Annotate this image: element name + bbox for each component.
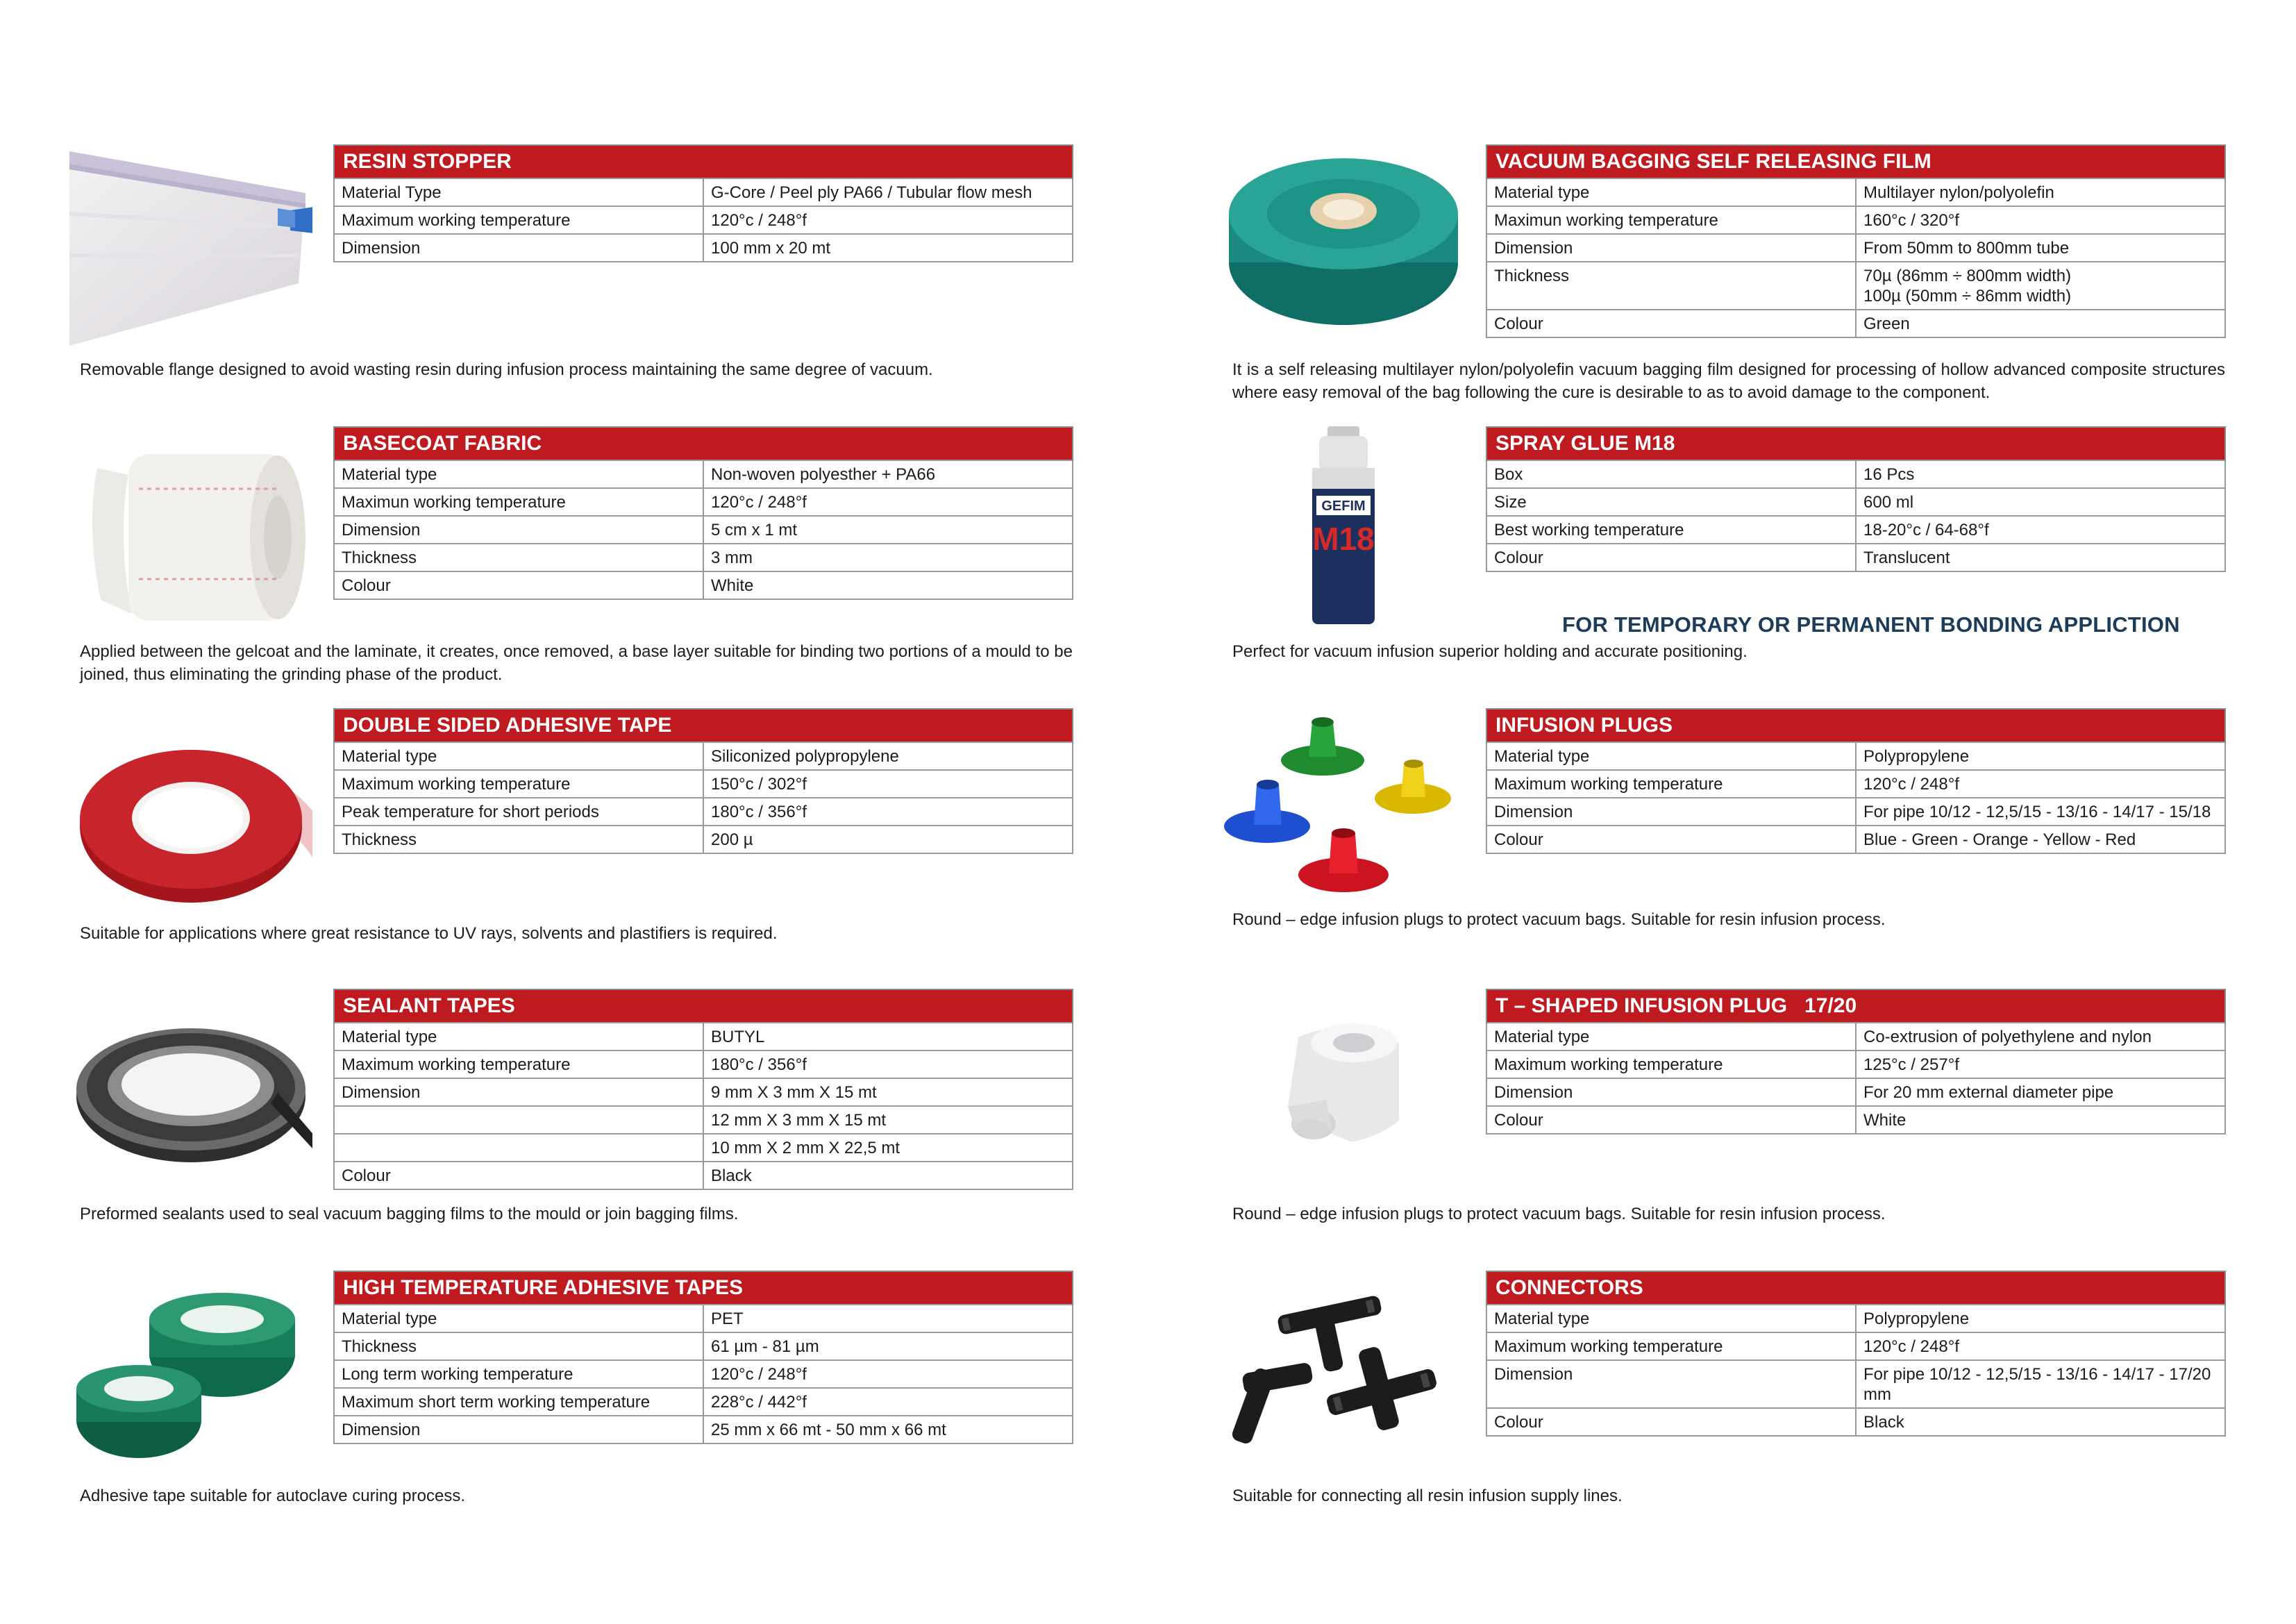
sealant-description: Preformed sealants used to seal vacuum bagging films to the mould or join bagging films.	[80, 1205, 739, 1223]
spec-key	[334, 1106, 703, 1134]
double-tape-title: DOUBLE SIDED ADHESIVE TAPE	[334, 709, 1073, 742]
spec-value: 5 cm x 1 mt	[703, 516, 1073, 544]
vacuum-film-description: It is a self releasing multilayer nylon/polyolefin vacuum bagging film designed for processing of hollow advanced composite structures where easy removal of the bag following the cure is desirable to as to avoid damage to the component.	[1232, 360, 2225, 402]
spec-value: Green	[1856, 310, 2225, 337]
spec-value: 25 mm x 66 mt - 50 mm x 66 mt	[703, 1416, 1073, 1443]
spec-value: 10 mm X 2 mm X 22,5 mt	[703, 1134, 1073, 1162]
spec-value: Black	[703, 1162, 1073, 1189]
spec-key	[334, 1134, 703, 1162]
spec-value: 150°c / 302°f	[703, 770, 1073, 798]
spec-key: Maximun working temperature	[334, 488, 703, 516]
spec-value: 600 ml	[1856, 488, 2225, 516]
sealant-tapes-image	[69, 1010, 312, 1211]
high-temp-tapes-image	[69, 1291, 312, 1493]
spec-value: 180°c / 356°f	[703, 798, 1073, 826]
spec-value: PET	[703, 1305, 1073, 1332]
spec-value: Co-extrusion of polyethylene and nylon	[1856, 1023, 2225, 1050]
resin-stopper-image	[69, 144, 312, 346]
spec-key: Maximum working temperature	[334, 1050, 703, 1078]
spec-value: 180°c / 356°f	[703, 1050, 1073, 1078]
spec-key: Dimension	[334, 1416, 703, 1443]
sealant-spec-table	[333, 989, 1073, 1190]
spec-key: Material type	[334, 742, 703, 770]
high-temp-title: HIGH TEMPERATURE ADHESIVE TAPES	[334, 1271, 1073, 1305]
basecoat-spec-table	[333, 426, 1073, 600]
spec-key: Thickness	[1486, 262, 1856, 310]
spec-key: Colour	[334, 571, 703, 599]
spec-key: Material Type	[334, 178, 703, 206]
spec-key: Maximum working temperature	[334, 206, 703, 234]
spec-value: 120°c / 248°f	[1856, 1332, 2225, 1360]
double-sided-tape-image	[69, 736, 312, 937]
spray-glue-spec-table	[1486, 426, 2226, 572]
infusion-plugs-title: INFUSION PLUGS	[1486, 709, 2225, 742]
spec-value: Polypropylene	[1856, 1305, 2225, 1332]
spec-key: Maximun working temperature	[1486, 206, 1856, 234]
spec-value: 120°c / 248°f	[703, 1360, 1073, 1388]
spec-key: Maximum working temperature	[1486, 770, 1856, 798]
spec-value: 125°c / 257°f	[1856, 1050, 2225, 1078]
spec-value: 160°c / 320°f	[1856, 206, 2225, 234]
connectors-description: Suitable for connecting all resin infusion supply lines.	[1232, 1487, 1623, 1505]
spec-value: 228°c / 442°f	[703, 1388, 1073, 1416]
spec-key: Dimension	[334, 516, 703, 544]
spec-value: 18-20°c / 64-68°f	[1856, 516, 2225, 544]
t-shaped-plug-image	[1222, 996, 1465, 1197]
spec-key: Maximum working temperature	[334, 770, 703, 798]
connectors-image	[1222, 1278, 1465, 1479]
spec-key: Dimension	[334, 234, 703, 262]
vacuum-film-spec-table	[1486, 144, 2226, 338]
basecoat-fabric-image	[69, 440, 312, 642]
spec-value: 120°c / 248°f	[703, 206, 1073, 234]
spec-value: 16 Pcs	[1856, 460, 2225, 488]
spray-glue-description: Perfect for vacuum infusion superior holding and accurate positioning.	[1232, 642, 1748, 661]
spec-key: Dimension	[1486, 234, 1856, 262]
spec-value: 120°c / 248°f	[1856, 770, 2225, 798]
spec-value: G-Core / Peel ply PA66 / Tubular flow mesh	[703, 178, 1073, 206]
infusion-plugs-image	[1222, 708, 1465, 910]
spray-glue-can-brand: GEFIM	[1321, 499, 1366, 514]
spec-value: 120°c / 248°f	[703, 488, 1073, 516]
resin-stopper-spec-table	[333, 144, 1073, 262]
spec-key: Dimension	[334, 1078, 703, 1106]
resin-stopper-title: RESIN STOPPER	[334, 145, 1073, 178]
spec-key: Colour	[334, 1162, 703, 1189]
high-temp-description: Adhesive tape suitable for autoclave curing process.	[80, 1487, 465, 1505]
spec-key: Maximum working temperature	[1486, 1050, 1856, 1078]
spec-value: Siliconized polypropylene	[703, 742, 1073, 770]
double-tape-spec-table	[333, 708, 1073, 854]
spec-key: Size	[1486, 488, 1856, 516]
vacuum-film-image	[1222, 144, 1465, 346]
t-plug-title: T – SHAPED INFUSION PLUG 17/20	[1486, 989, 2225, 1023]
spec-key: Thickness	[334, 826, 703, 853]
basecoat-title: BASECOAT FABRIC	[334, 427, 1073, 460]
spec-value: 3 mm	[703, 544, 1073, 571]
infusion-plugs-spec-table	[1486, 708, 2226, 854]
resin-stopper-description: Removable flange designed to avoid wasting resin during infusion process maintaining the same degree of vacuum.	[80, 360, 933, 379]
spec-key: Material type	[1486, 742, 1856, 770]
spec-key: Peak temperature for short periods	[334, 798, 703, 826]
spec-value-line: 100µ (50mm ÷ 86mm width)	[1863, 287, 2072, 305]
spec-value: White	[1856, 1106, 2225, 1134]
spec-value: 100 mm x 20 mt	[703, 234, 1073, 262]
sealant-title: SEALANT TAPES	[334, 989, 1073, 1023]
spec-key: Long term working temperature	[334, 1360, 703, 1388]
spec-value	[1856, 262, 2225, 310]
spec-value: Translucent	[1856, 544, 2225, 571]
spec-value: For pipe 10/12 - 12,5/15 - 13/16 - 14/17 - 15/18	[1856, 798, 2225, 826]
spec-key: Thickness	[334, 1332, 703, 1360]
spec-key: Colour	[1486, 310, 1856, 337]
spec-value-line: 70µ (86mm ÷ 800mm width)	[1863, 267, 2072, 285]
spec-value: For 20 mm external diameter pipe	[1856, 1078, 2225, 1106]
t-plug-description: Round – edge infusion plugs to protect vacuum bags. Suitable for resin infusion process.	[1232, 1205, 1886, 1223]
spec-value: BUTYL	[703, 1023, 1073, 1050]
spec-key: Colour	[1486, 544, 1856, 571]
high-temp-spec-table	[333, 1271, 1073, 1444]
spec-value: Multilayer nylon/polyolefin	[1856, 178, 2225, 206]
spec-value: Black	[1856, 1408, 2225, 1436]
spec-key: Colour	[1486, 1408, 1856, 1436]
spec-value: 61 µm - 81 µm	[703, 1332, 1073, 1360]
spec-key: Material type	[334, 1023, 703, 1050]
spec-key: Material type	[334, 460, 703, 488]
bonding-application-callout: FOR TEMPORARY OR PERMANENT BONDING APPLICTION	[1562, 612, 2180, 637]
spec-value: For pipe 10/12 - 12,5/15 - 13/16 - 14/17 - 17/20 mm	[1856, 1360, 2225, 1408]
connectors-title: CONNECTORS	[1486, 1271, 2225, 1305]
spec-key: Dimension	[1486, 1360, 1856, 1408]
spec-key: Maximum working temperature	[1486, 1332, 1856, 1360]
spec-key: Dimension	[1486, 798, 1856, 826]
spec-key: Best working temperature	[1486, 516, 1856, 544]
basecoat-description: Applied between the gelcoat and the laminate, it creates, once removed, a base layer suitable for binding two portions of a mould to be joined, thus eliminating the grinding phase of the product.	[80, 642, 1073, 684]
spec-key: Colour	[1486, 1106, 1856, 1134]
spray-glue-title: SPRAY GLUE M18	[1486, 427, 2225, 460]
spec-key: Colour	[1486, 826, 1856, 853]
spec-value: White	[703, 571, 1073, 599]
spec-key: Material type	[1486, 1305, 1856, 1332]
connectors-spec-table	[1486, 1271, 2226, 1437]
spec-value: From 50mm to 800mm tube	[1856, 234, 2225, 262]
spec-key: Box	[1486, 460, 1856, 488]
spec-key: Material type	[1486, 178, 1856, 206]
spec-key: Thickness	[334, 544, 703, 571]
vacuum-film-title: VACUUM BAGGING SELF RELEASING FILM	[1486, 145, 2225, 178]
spec-key: Dimension	[1486, 1078, 1856, 1106]
spec-value: Blue - Green - Orange - Yellow - Red	[1856, 826, 2225, 853]
spec-key: Maximum short term working temperature	[334, 1388, 703, 1416]
spec-value: 9 mm X 3 mm X 15 mt	[703, 1078, 1073, 1106]
spec-key: Material type	[1486, 1023, 1856, 1050]
spec-key: Material type	[334, 1305, 703, 1332]
spec-value: 200 µ	[703, 826, 1073, 853]
spray-glue-can-label: M18	[1312, 521, 1375, 557]
spray-glue-image	[1222, 426, 1465, 628]
spec-value: Non-woven polyesther + PA66	[703, 460, 1073, 488]
t-plug-spec-table	[1486, 989, 2226, 1135]
infusion-plugs-description: Round – edge infusion plugs to protect vacuum bags. Suitable for resin infusion process.	[1232, 910, 1886, 929]
spec-value: 12 mm X 3 mm X 15 mt	[703, 1106, 1073, 1134]
spec-value: Polypropylene	[1856, 742, 2225, 770]
double-tape-description: Suitable for applications where great resistance to UV rays, solvents and plastifiers is required.	[80, 924, 778, 943]
